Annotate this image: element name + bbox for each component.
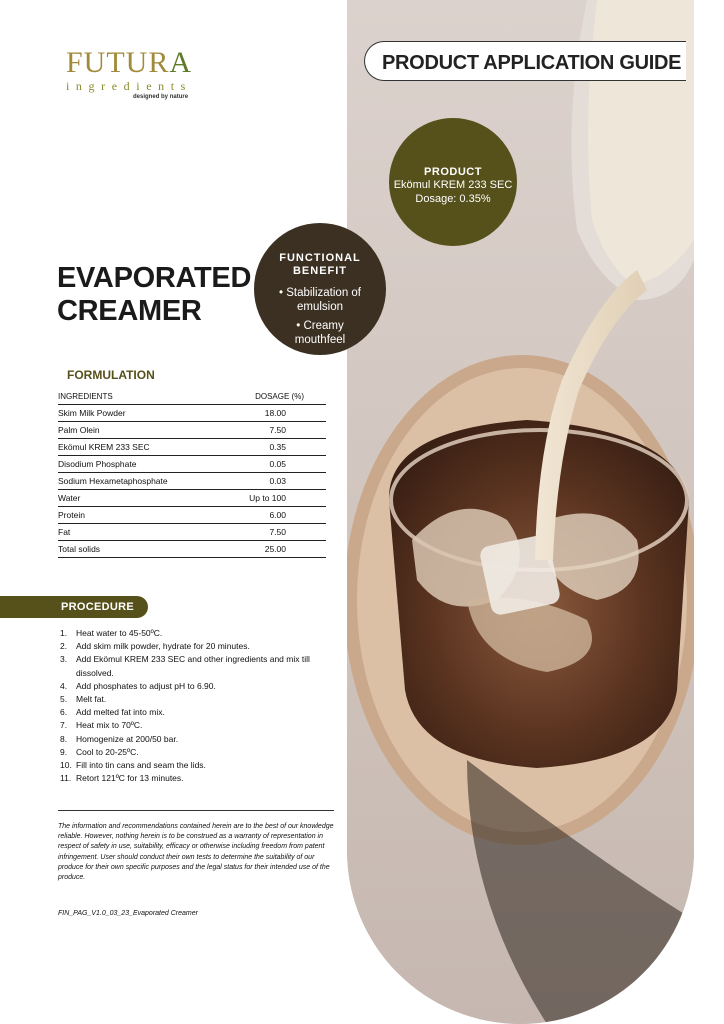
step-number: 4. (60, 680, 68, 691)
step-text: Add phosphates to adjust pH to 6.90. (76, 680, 216, 691)
dosage-cell: 7.50 (216, 524, 326, 541)
step-number: 3. (60, 654, 68, 665)
ingredient-cell: Total solids (58, 541, 216, 558)
dosage-cell: 0.35 (216, 439, 326, 456)
step-text: Homogenize at 200/50 bar. (76, 733, 179, 744)
logo-subtitle: ingredients (66, 79, 192, 93)
procedure-heading: PROCEDURE (61, 601, 134, 613)
step-text: Add skim milk powder, hydrate for 20 minutes. (76, 641, 250, 652)
step-number: 6. (60, 707, 68, 718)
guide-title-pill (364, 41, 686, 81)
product-circle-title: PRODUCT (424, 166, 482, 178)
list-item (60, 759, 330, 772)
step-number: 11. (60, 773, 72, 784)
ingredient-cell: Palm Olein (58, 422, 216, 439)
leaf-icon: A (169, 46, 193, 79)
list-item (60, 653, 330, 679)
procedure-heading-bar (0, 596, 148, 618)
list-item (60, 719, 330, 732)
step-text: Heat water to 45-50ºC. (76, 628, 163, 638)
page-title (57, 262, 252, 328)
step-number: 5. (60, 694, 68, 705)
product-dosage: Dosage: 0.35% (415, 193, 491, 205)
step-number: 8. (60, 733, 68, 744)
dosage-cell: 25.00 (216, 541, 326, 558)
table-row (58, 541, 326, 558)
step-text: Heat mix to 70ºC. (76, 720, 143, 731)
list-item (60, 746, 330, 759)
list-item (60, 680, 330, 693)
list-item (60, 772, 330, 785)
step-number: 2. (60, 641, 68, 652)
benefit-circle-title: FUNCTIONAL BENEFIT (279, 252, 361, 277)
ingredient-cell: Fat (58, 524, 216, 541)
dosage-cell: 6.00 (216, 507, 326, 524)
step-text: Add melted fat into mix. (76, 707, 165, 718)
document-code: FIN_PAG_V1.0_03_23_Evaporated Creamer (58, 910, 198, 917)
step-text: Retort 121ºC for 13 minutes. (76, 773, 184, 784)
list-item (60, 733, 330, 746)
ingredient-cell: Protein (58, 507, 216, 524)
table-row (58, 490, 326, 507)
ingredient-cell: Disodium Phosphate (58, 456, 216, 473)
step-text: Melt fat. (76, 694, 107, 705)
ingredient-cell: Sodium Hexametaphosphate (58, 473, 216, 490)
dosage-cell: 0.05 (216, 456, 326, 473)
column-header-dosage: DOSAGE (%) (216, 388, 326, 405)
product-name: Ekömul KREM 233 SEC (393, 179, 513, 191)
benefit-circle (254, 223, 386, 355)
logo-wordmark: FUTURA (66, 46, 193, 79)
table-row (58, 405, 326, 422)
guide-title: PRODUCT APPLICATION GUIDE (382, 52, 682, 74)
dosage-cell: 7.50 (216, 422, 326, 439)
table-header-row (58, 388, 326, 405)
table-row (58, 507, 326, 524)
table-row (58, 473, 326, 490)
formulation-table (58, 388, 326, 558)
dosage-cell: 0.03 (216, 473, 326, 490)
step-text: Fill into tin cans and seam the lids. (76, 760, 206, 771)
formulation-heading: FORMULATION (67, 368, 155, 382)
step-text: Add Ekömul KREM 233 SEC and other ingredients and mix till dissolved. (76, 654, 310, 678)
list-item (60, 693, 330, 706)
table-row (58, 422, 326, 439)
step-number: 1. (60, 628, 68, 638)
table-row (58, 439, 326, 456)
logo-tagline: designed by nature (133, 94, 189, 100)
brand-logo (66, 48, 192, 101)
page-title-line: EVAPORATED (57, 262, 252, 294)
product-circle (389, 118, 517, 246)
step-number: 9. (60, 746, 68, 757)
column-header-ingredients: INGREDIENTS (58, 388, 216, 405)
benefit-bullet: • Stabilization of emulsion (278, 287, 362, 313)
dosage-cell: 18.00 (216, 405, 326, 422)
list-item (60, 640, 330, 653)
list-item (60, 706, 330, 719)
procedure-steps (60, 627, 330, 785)
ingredient-cell: Skim Milk Powder (58, 405, 216, 422)
disclaimer: The information and recommendations contained herein are to the best of our knowledge reliable. However, nothing herein is to be construed as a warranty of representation in respect of safety in use, suitability, efficacy or otherwise including freedom from patent infringement. User should conduct their own tests to determine the suitability of our produce for their own specific purposes and the legal status for their intended use of the produce. (58, 823, 334, 882)
step-number: 7. (60, 720, 68, 731)
list-item (60, 627, 330, 640)
ingredient-cell: Water (58, 490, 216, 507)
step-number: 10. (60, 760, 72, 771)
ingredient-cell: Ekömul KREM 233 SEC (58, 439, 216, 456)
table-row (58, 524, 326, 541)
step-text: Cool to 20-25ºC. (76, 746, 139, 757)
dosage-cell: Up to 100 (216, 490, 326, 507)
table-row (58, 456, 326, 473)
page-title-line: CREAMER (57, 295, 202, 327)
divider (58, 810, 334, 811)
benefit-bullet: • Creamy mouthfeel (294, 320, 346, 346)
